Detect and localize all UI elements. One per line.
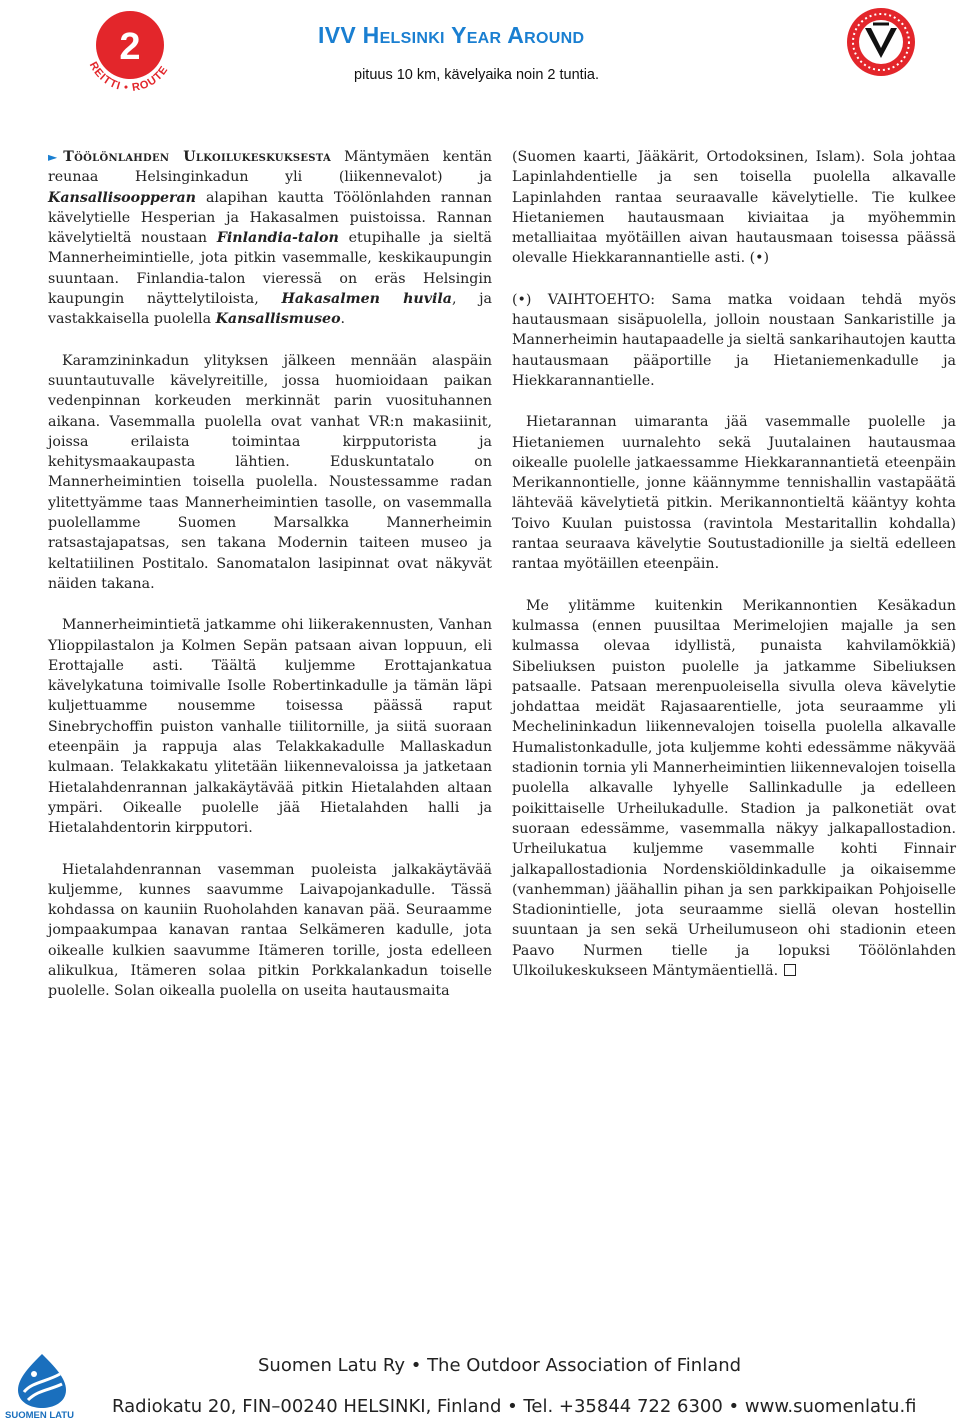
footer-address-line: Radiokatu 20, FIN–00240 HELSINKI, Finland • Tel. +35844 722 6300 • www.suomenlatu.fi xyxy=(112,1396,917,1417)
paragraph: (Suomen kaarti, Jääkärit, Ortodoksinen, Islam). Sola johtaa Lapinlahdentielle ja sen toisella puolella alkavalle Lapinlahden rantaa seuraavalle kävelytielle. Tie kulkee Hietaniemen hautausmaan kiviaitaa ja myöhemmin metalliaitaa myötäillen aivan hautausmaan toisessa päässä olevalle Hiekkarannantielle asti. (•) xyxy=(512,149,956,267)
paragraph xyxy=(512,596,956,982)
paragraph: Hietalahdenrannan vasemman puoleista jalkakäytävää kuljemme, kunnes saavumme Laivapojankadulle. Tässä kohdassa on kauniin Ruoholahden kanavan pää. Seuraamme jompaakumpaa kanavan rantaa Selkämeren kadulle, jota oikealle kulkien saavumme Itämeren torille, josta edelleen alikulkua, Itämeren solaa pitkin Porkkalankadun toiselle puolelle. Solan oikealla puolella on useita hautausmaita xyxy=(48,861,492,1000)
paragraph: ► Töölönlahden Ulkoilukeskuksesta Mäntymäen kentän reunaa Helsinginkadun yli (liikennevalot) ja Kansallisoopperan alapihan kautta Töölönlahden rannan kävelytielle Hesperian ja Hakasalmen puistoissa. Rannan kävelytieltä noustaan Finlandia-talon etupihalle ja sieltä Mannerheimintielle, jota pitkin vasemmalle, keskikaupungin suuntaan. Finlandia-talon vieressä on eräs Helsingin kaupungin näyttelytiloista, Hakasalmen huvila, ja vastakkaisella puolella Kansallismuseo. xyxy=(48,149,492,328)
brand-label: SUOMEN LATU xyxy=(5,1410,74,1421)
page-subtitle: pituus 10 km, kävelyaika noin 2 tuntia. xyxy=(354,67,600,83)
route-badge-icon xyxy=(80,5,180,105)
paragraph: Karamzininkadun ylityksen jälkeen mennään alaspäin suuntautuvalle kävelyreitille, jossa huomioidaan paikan vedenpinnan korkeuden merkinnät parin vuosituhannen aikana. Vasemmalla puolella ovat vanhat VR:n makasiinit, joissa erilaista toimintaa kirpputorista ja kehitysmaakaupasta lähtien. Eduskuntatalo on Mannerheimintien toisella puolella. Noustessamme radan ylitettyämme taas Mannerheimintien tasolle, on vasemmalla puolellamme Suomen Marsalkka Mannerheimin ratsastajapatsas, sen takana Modernin taiteen museo ja keltatiilinen Postitalo. Sanomatalon lasipinnat ovat näkyvät näiden takana. xyxy=(48,352,492,592)
left-column xyxy=(48,147,492,1023)
section-heading: Töölönlahden Ulkoilukeskuksesta xyxy=(63,149,332,165)
arrow-right-icon: ► xyxy=(48,150,58,164)
right-column xyxy=(512,147,956,1002)
paragraph: Hietarannan uimaranta jää vasemmalle puolelle ja Hietaniemen uurnalehto sekä Juutalainen hautausmaa oikealle puolelle jatkaessamme Hiekkarannantietä eteenpäin Merikannontielle, jonne käännymme tennishallin vastapäätä lähtevää kävelytietä pitkin. Merikannontieltä kääntyy kohta Toivo Kuulan puistossa (ravintola Mestaritallin kohdalla) rantaa seuraava kävelytie Soutustadionille ja sieltä edelleen rantaa myötäillen eteenpäin. xyxy=(512,414,956,573)
end-square-icon xyxy=(784,964,796,976)
page-title: IVV Helsinki Year Around xyxy=(318,22,585,48)
footer-org-line: Suomen Latu Ry • The Outdoor Association of Finland xyxy=(258,1355,742,1376)
badge-ring-text: REITTI • ROUTE xyxy=(86,59,171,94)
suomen-latu-logo-icon xyxy=(10,1352,74,1410)
paragraph-text: Me ylitämme kuitenkin Merikannontien Kesäkadun kulmassa (ennen puusiltaa Merimelojien majalle ja sen kulmassa olevaa idyllistä, punaista kahvilamökkiä) Sibeliuksen puiston puolelle ja jatkamme Sibeliuksen patsaalle. Patsaan merenpuoleisella sivulla oleva kävelytie johdattaa meidät Rajasaarentielle, jota seuraamme yli Mechelininkadun liikennevalojen toisella puolella alkavalle Humalistonkadulle, jota kuljemme kohti edessämme näkyvää stadionin tornia yli Mannerheimintien liikennevalojen toisella puolella alkavalle lyhyelle Sallinkadulle ja edelleen poikittaiselle Urheilukadulle. Stadion ja palkonetiät ovat suoraan edessämme, vasemmalla näkyy jalkapallostadion. Urheilukatua kuljemme vasemmalle kohti Finnair jalkapallostadionia Nordenskiöldinkadulle ja oikaisemme (vanhemman) jäähallin pihan ja sen parkkipaikan Pohjoiselle Stadionintielle, jota seuraamme siellä olevan hostellin suuntaan ja sen sekä Urheilumuseon ohi stadionin eteen Paavo Nurmen tielle ja lopuksi Töölönlahden Ulkoilukeskukseen Mäntymäentiellä. xyxy=(512,597,956,979)
paragraph: Mannerheimintietä jatkamme ohi liikerakennusten, Vanhan Ylioppilastalon ja Kolmen Sepän patsaan aivan loppuun, eli Erottajalle asti. Täältä kuljemme Erottajankatua kävelykatuna toimivalle Isolle Robertinkadulle ja tämän läpi kuljettuamme nousemme toisessa päässä raput Sinebrychoffin puiston vanhalle tiilitornille, ja siitä suoraan eteenpäin ja rappuja alas Telakkakadulle Mallaskadun kulmaan. Telakkakatu ylitetään liikennevaloissa ja jatketaan Hietalahdenrannan jalkakäytävää pitkin Hietalahden altaan ympäri. Oikealle puolelle jää Hietalahden halli ja Hietalahdentorin kirpputori. xyxy=(48,617,492,837)
badge-number: 2 xyxy=(119,26,141,68)
paragraph: (•) VAIHTOEHTO: Sama matka voidaan tehdä myös hautausmaan sisäpuolella, jolloin noustaan Sankaristille ja Mannerheimin hautapaadelle ja sieltä sankarihautojen kautta hautausmaan pääportille ja Hietaniemenkadulle ja Hiekkarannantielle. xyxy=(512,291,957,389)
ivv-logo-icon xyxy=(845,6,917,78)
